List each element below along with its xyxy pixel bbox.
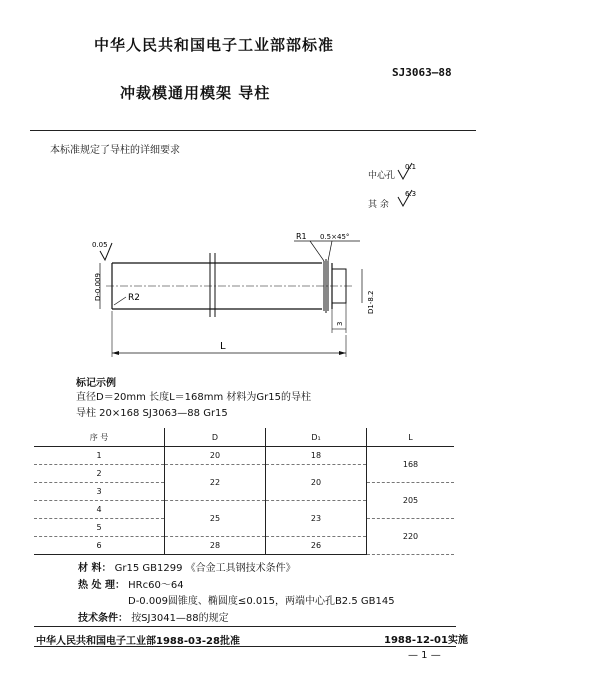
- drawing-d1: D1-8.2: [367, 290, 375, 314]
- scope-text: 本标准规定了导柱的详细要求: [50, 145, 180, 156]
- example-heading: 标记示例: [76, 378, 116, 389]
- cell-l: 205: [367, 483, 455, 519]
- spec-material-label: 材 料：: [78, 563, 112, 574]
- table-header-d1: D₁: [266, 428, 367, 447]
- arrow-icon: [339, 351, 346, 355]
- roughness-others: [368, 197, 389, 210]
- cell-d: 22: [165, 465, 266, 501]
- table-header-l: L: [367, 428, 455, 447]
- cell-no: 6: [34, 537, 165, 555]
- cell-d1: 18: [266, 447, 367, 465]
- dimension-table: [34, 428, 454, 555]
- cell-no: 5: [34, 519, 165, 537]
- cell-no: 2: [34, 465, 165, 483]
- cell-d1: 23: [266, 501, 367, 537]
- drawing-d-left: D-0.009: [94, 273, 102, 301]
- spec-tech-label: 技术条件：: [78, 613, 128, 624]
- cell-l: 220: [367, 519, 455, 555]
- cell-no: 3: [34, 483, 165, 501]
- roughness-others-value: 6.3: [405, 190, 416, 198]
- cell-no: 1: [34, 447, 165, 465]
- leader-line: [310, 241, 324, 261]
- footer-rule: [34, 646, 456, 647]
- cell-no: 4: [34, 501, 165, 519]
- page-number: — 1 —: [408, 650, 441, 661]
- table-header-d: D: [165, 428, 266, 447]
- guide-pillar-drawing: [70, 225, 390, 365]
- organization-header: 中华人民共和国电子工业部部标准: [94, 36, 335, 54]
- drawing-chamfer: 0.5×45°: [320, 233, 350, 241]
- footer-rule: [34, 626, 456, 627]
- cell-l: 168: [367, 447, 455, 483]
- spec-heat-label: 热 处 理：: [78, 580, 125, 591]
- document-title: 冲裁模通用模架 导柱: [120, 84, 271, 102]
- roughness-center-hole: [368, 168, 395, 181]
- spec-material: [78, 559, 296, 574]
- standard-number: SJ3063—88: [392, 66, 452, 79]
- drawing-l: L: [220, 341, 226, 352]
- example-line-2: 导柱 20×168 SJ3063—88 Gr15: [76, 408, 228, 419]
- approval-text: 中华人民共和国电子工业部1988-03-28批准: [36, 636, 240, 647]
- roughness-check-icon: [396, 162, 416, 182]
- header-rule: [30, 130, 476, 131]
- cell-d: 28: [165, 537, 266, 555]
- drawing-r1: R1: [296, 232, 307, 241]
- spec-material-value: Gr15 GB1299 《合金工具钢技术条件》: [114, 563, 296, 574]
- spec-heat-treatment: [78, 576, 184, 591]
- cell-d1: 26: [266, 537, 367, 555]
- roughness-center-hole-label: 中心孔: [368, 171, 396, 181]
- spec-tolerance: D-0.009圆锥度、椭圆度≤0.015，两端中心孔B2.5 GB145: [128, 596, 395, 607]
- roughness-others-label: 其 余: [368, 200, 389, 210]
- cell-d1: 20: [266, 465, 367, 501]
- arrow-icon: [112, 351, 119, 355]
- effective-date: 1988-12-01实施: [384, 635, 468, 646]
- spec-tech: [78, 609, 229, 624]
- spec-tech-value: 按SJ3041—88的规定: [131, 613, 229, 624]
- cell-d: 20: [165, 447, 266, 465]
- drawing-r2: R2: [128, 293, 140, 303]
- roughness-check-icon: [396, 189, 416, 209]
- table-header-no: 序 号: [34, 428, 165, 447]
- spec-heat-value: HRc60～64: [128, 580, 184, 591]
- leader-line: [114, 297, 126, 305]
- drawing-dim-3: 3: [336, 321, 344, 326]
- leader-line: [328, 241, 332, 261]
- table-row: [34, 447, 454, 465]
- cell-d: 25: [165, 501, 266, 537]
- drawing-roughness-left: 0.05: [92, 241, 108, 249]
- roughness-center-hole-value: 0.1: [405, 163, 416, 171]
- example-line-1: 直径D＝20mm 长度L＝168mm 材料为Gr15的导柱: [76, 392, 311, 403]
